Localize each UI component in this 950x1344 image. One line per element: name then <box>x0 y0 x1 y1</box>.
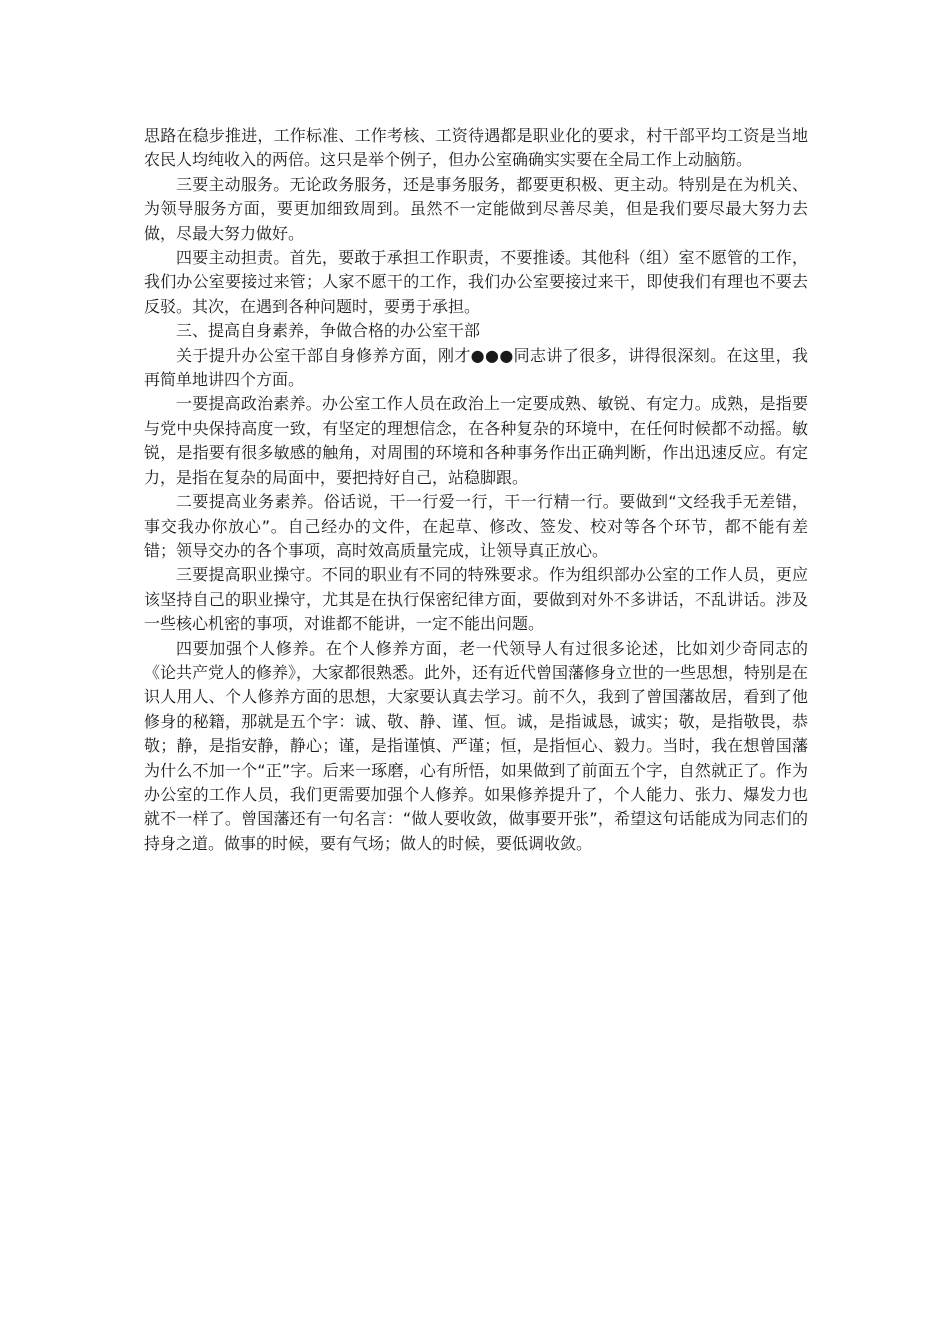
paragraph-personal-cultivation: 四要加强个人修养。在个人修养方面，老一代领导人有过很多论述，比如刘少奇同志的《论共产党人的修养》，大家都很熟悉。此外，还有近代曾国藩修身立世的一些思想，特别是在识人用人、个人修养方面的思想，大家要认真去学习。前不久，我到了曾国藩故居，看到了他修身的秘籍，那就是五个字：诚、敬、静、谨、恒。诚，是指诚恳，诚实；敬，是指敬畏，恭敬；静，是指安静，静心；谨，是指谨慎、严谨；恒，是指恒心、毅力。当时，我在想曾国藩为什么不加一个“正”字。后来一琢磨，心有所悟，如果做到了前面五个字，自然就正了。作为办公室的工作人员，我们更需要加强个人修养。如果修养提升了，个人能力、张力、爆发力也就不一样了。曾国藩还有一句名言：“做人要收敛，做事要开张”，希望这句话能成为同志们的持身之道。做事的时候，要有气场；做人的时候，要低调收敛。 <box>144 638 809 853</box>
document-body <box>144 124 808 856</box>
paragraph-professional-quality: 二要提高业务素养。俗话说，干一行爱一行，干一行精一行。要做到“文经我手无差错，事交我办你放心”。自己经办的文件，在起草、修改、签发、校对等各个环节，都不能有差错；领导交办的各个事项，高时效高质量完成，让领导真正放心。 <box>144 492 808 560</box>
paragraph-self-cultivation-intro: 关于提升办公室干部自身修养方面，刚才●●●同志讲了很多，讲得很深刻。在这里，我再简单地讲四个方面。 <box>144 345 808 390</box>
paragraph-continuation: 思路在稳步推进，工作标准、工作考核、工资待遇都是职业化的要求，村干部平均工资是当地农民人均纯收入的两倍。这只是举个例子，但办公室确确实实要在全局工作上动脑筋。 <box>144 126 808 170</box>
paragraph-take-responsibility: 四要主动担责。首先，要敢于承担工作职责，不要推诿。其他科（组）室不愿管的工作，我们办公室要接过来管；人家不愿干的工作，我们办公室要接过来干，即使我们有理也不要去反驳。其次，在遇到各种问题时，要勇于承担。 <box>144 248 808 316</box>
paragraph-political-quality: 一要提高政治素养。办公室工作人员在政治上一定要成熟、敏锐、有定力。成熟，是指要与党中央保持高度一致，有坚定的理想信念，在各种复杂的环境中，在任何时候都不动摇。敏锐，是指要有很多敏感的触角，对周围的环境和各种事务作出正确判断，作出迅速反应。有定力，是指在复杂的局面中，要把持好自己，站稳脚跟。 <box>144 394 808 487</box>
paragraph-active-service: 三要主动服务。无论政务服务，还是事务服务，都要更积极、更主动。特别是在为机关、为领导服务方面，要更加细致周到。虽然不一定能做到尽善尽美，但是我们要尽最大努力去做，尽最大努力做好。 <box>144 174 808 243</box>
section-heading-three: 三、提高自身素养，争做合格的办公室干部 <box>176 321 481 341</box>
paragraph-professional-ethics: 三要提高职业操守。不同的职业有不同的特殊要求。作为组织部办公室的工作人员，更应该坚持自己的职业操守，尤其是在执行保密纪律方面，要做到对外不多讲话，不乱讲话。涉及一些核心机密的事项，对谁都不能讲，一定不能出问题。 <box>144 565 808 634</box>
